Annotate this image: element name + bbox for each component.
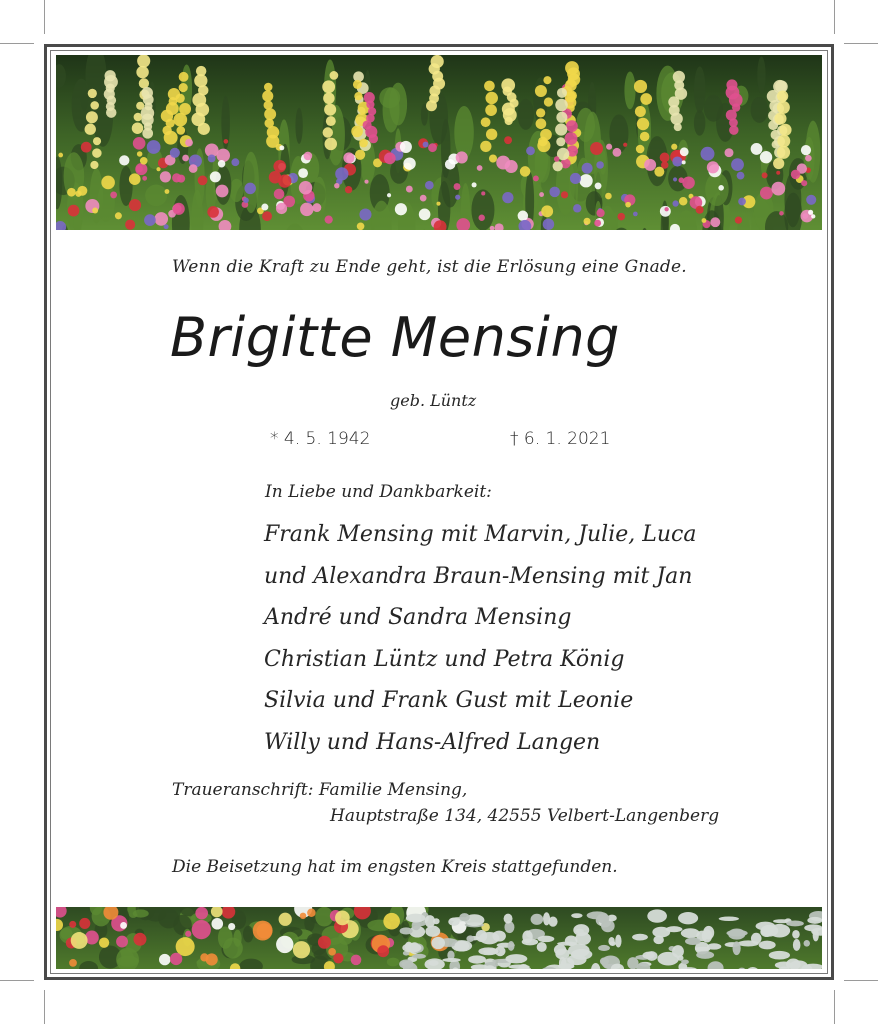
flower-bed-image [56, 907, 822, 969]
mourner-line: und Alexandra Braun-Mensing mit Jan [264, 563, 693, 589]
flower-banner-top [56, 55, 822, 230]
mourner-line: Willy und Hans-Alfred Langen [264, 729, 601, 755]
motto-quote: Wenn die Kraft zu Ende geht, ist die Erlösung eine Gnade. [172, 257, 687, 277]
flower-banner-bottom [56, 907, 822, 969]
crop-mark [44, 990, 45, 1024]
mourner-line: Silvia und Frank Gust mit Leonie [264, 688, 634, 713]
death-date: † 6. 1. 2021 [510, 429, 611, 449]
maiden-name: geb. Lüntz [390, 391, 477, 410]
mourner-line: Christian Lüntz und Petra König [264, 646, 625, 672]
crop-mark [844, 980, 878, 981]
burial-note: Die Beisetzung hat im engsten Kreis stattgefunden. [172, 857, 618, 877]
crop-mark [44, 0, 45, 34]
crop-mark [844, 43, 878, 44]
mourners-intro: In Liebe und Dankbarkeit: [265, 482, 492, 502]
mourners-list [264, 514, 696, 763]
crop-mark [0, 43, 34, 44]
deceased-name: Brigitte Mensing [170, 306, 620, 369]
mourning-address-label: Traueranschrift: Familie Mensing, [172, 780, 468, 800]
mourning-address-street: Hauptstraße 134, 42555 Velbert-Langenberg [330, 806, 720, 826]
crop-mark [834, 0, 835, 34]
flower-garden-image [56, 55, 822, 230]
mourner-line: Frank Mensing mit Marvin, Julie, Luca [264, 522, 697, 547]
birth-date: * 4. 5. 1942 [270, 429, 371, 449]
crop-mark [0, 980, 34, 981]
mourner-line: André und Sandra Mensing [264, 605, 572, 630]
crop-mark [834, 990, 835, 1024]
